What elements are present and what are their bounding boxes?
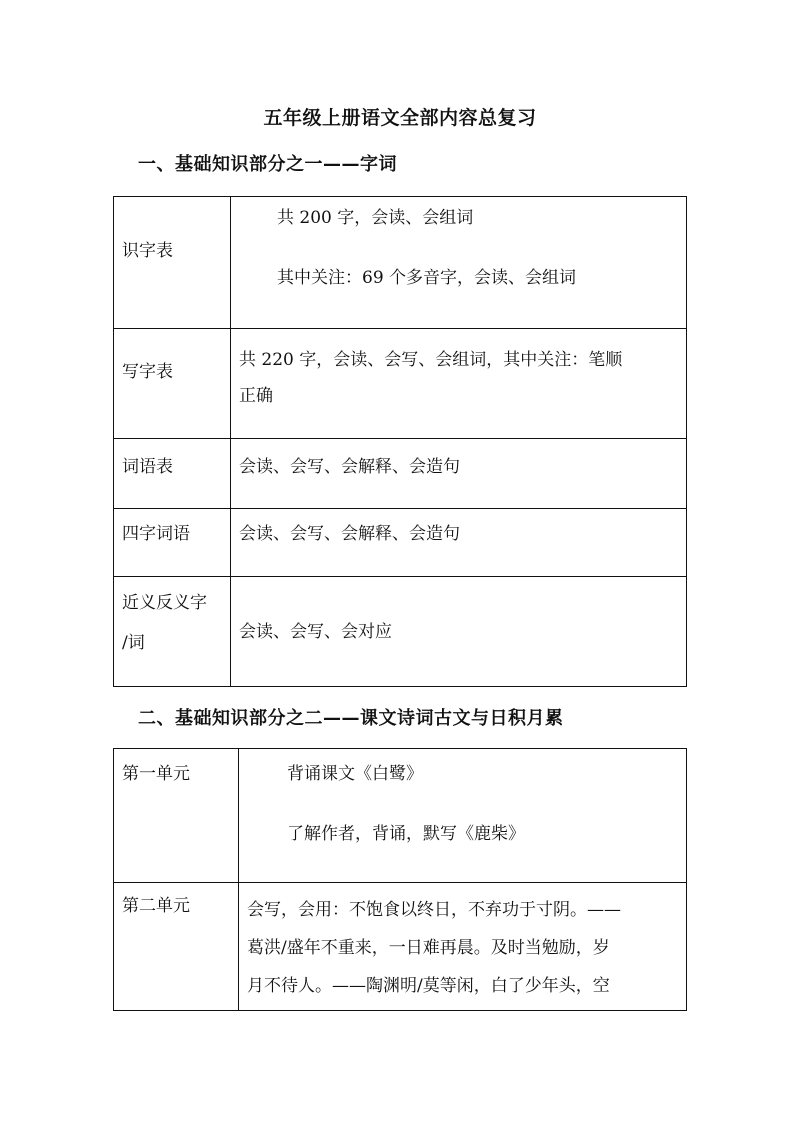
- row-content: [231, 509, 687, 577]
- content-line: 会读、会写、会解释、会造句: [239, 457, 460, 477]
- texts-table: [113, 748, 687, 1011]
- table-row: [114, 439, 687, 509]
- row-content: [231, 197, 687, 329]
- row-content: [231, 329, 687, 439]
- table-row: [114, 329, 687, 439]
- row-label: 四字词语: [114, 509, 231, 577]
- content-line: 会读、会写、会对应: [239, 621, 392, 642]
- table-row: [114, 749, 687, 883]
- row-label-line: 近义反义字: [122, 593, 207, 613]
- vocabulary-table: [113, 196, 687, 687]
- section-heading-2: 二、基础知识部分之二——课文诗词古文与日积月累: [138, 708, 564, 729]
- row-label: 第二单元: [114, 883, 239, 1011]
- content-line: 了解作者，背诵，默写《鹿柴》: [287, 824, 525, 844]
- content-line: 葛洪/盛年不重来，一日难再晨。及时当勉励，岁: [247, 938, 610, 958]
- table-row: [114, 509, 687, 577]
- row-content: [231, 577, 687, 687]
- content-line: 会读、会写、会解释、会造句: [239, 524, 460, 544]
- row-content: [239, 749, 687, 883]
- row-label: 词语表: [114, 439, 231, 509]
- document-title: 五年级上册语文全部内容总复习: [263, 107, 537, 129]
- table-row: [114, 577, 687, 687]
- table-row: [114, 197, 687, 329]
- row-content: [239, 883, 687, 1011]
- row-label: 第一单元: [114, 749, 239, 883]
- content-line: 共 200 字，会读、会组词: [277, 208, 474, 228]
- section-heading-1: 一、基础知识部分之一——字词: [138, 154, 397, 175]
- row-label-line: /词: [122, 633, 145, 653]
- content-line: 会写，会用：不饱食以终日，不弃功于寸阴。——: [247, 900, 621, 920]
- table-row: [114, 883, 687, 1011]
- row-label-text: 写字表: [122, 361, 173, 382]
- row-label: [114, 577, 231, 687]
- content-line: 背诵课文《白鹭》: [287, 764, 423, 784]
- row-label: [114, 329, 231, 439]
- content-line: 其中关注：69 个多音字，会读、会组词: [277, 268, 577, 288]
- content-line: 月不待人。——陶渊明/莫等闲，白了少年头，空: [247, 976, 610, 996]
- content-line: 共 220 字，会读、会写、会组词，其中关注：笔顺: [239, 350, 623, 370]
- content-line: 正确: [239, 386, 273, 406]
- row-label-text: 识字表: [122, 240, 173, 261]
- row-content: [231, 439, 687, 509]
- row-label: [114, 197, 231, 329]
